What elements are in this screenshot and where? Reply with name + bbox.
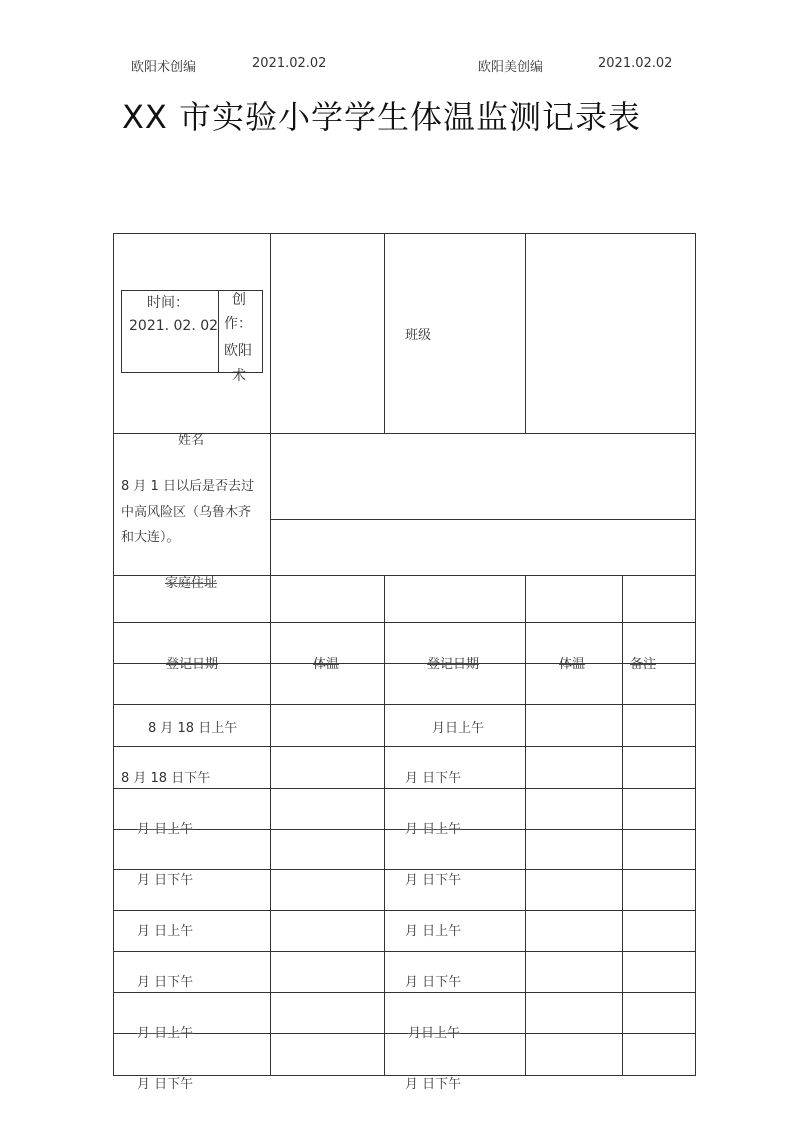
travel-question-line-1: 8 月 1 日以后是否去过: [121, 479, 254, 494]
header-right-author: 欧阳美创编: [478, 60, 544, 75]
header-remark: 备注: [630, 657, 657, 672]
row-7-left-date: 月 日上午: [137, 1026, 194, 1041]
class-label: 班级: [405, 328, 432, 343]
row-4-right-date: 月 日下午: [405, 873, 462, 888]
row-6-left-date: 月 日下午: [137, 975, 194, 990]
header-date-right: 登记日期: [427, 657, 480, 672]
stamp-author-line-1: 创: [232, 292, 246, 308]
stamp-author-line-2: 作：: [224, 316, 252, 332]
row-3-left-date: 月 日上午: [137, 822, 194, 837]
row-3-right-date: 月 日上午: [405, 822, 462, 837]
name-label: 姓名: [178, 433, 205, 448]
page-title: XX 市实验小学学生体温监测记录表: [122, 98, 642, 136]
header-right-date: 2021.02.02: [598, 56, 673, 71]
header-temp-left: 体温: [313, 657, 340, 672]
row-1-right-date: 月日上午: [432, 721, 485, 736]
row-2-left-date: 8 月 18 日下午: [121, 771, 211, 786]
row-2-right-date: 月 日下午: [405, 771, 462, 786]
header-temp-right: 体温: [559, 657, 586, 672]
row-5-right-date: 月 日上午: [405, 924, 462, 939]
row-1-left-date: 8 月 18 日上午: [148, 721, 238, 736]
row-8-right-date: 月 日下午: [405, 1077, 462, 1092]
stamp-time-label: 时间：: [147, 295, 189, 311]
travel-question-line-2: 中高风险区（乌鲁木齐: [121, 505, 252, 520]
address-label: 家庭住址: [165, 576, 218, 591]
stamp-author-line-4: 术: [232, 368, 246, 384]
header-date-left: 登记日期: [166, 657, 219, 672]
creation-stamp-divider: [218, 290, 219, 373]
stamp-time-value: 2021. 02. 02: [129, 318, 219, 334]
row-5-left-date: 月 日上午: [137, 924, 194, 939]
row-6-right-date: 月 日下午: [405, 975, 462, 990]
travel-question-line-3: 和大连）。: [121, 530, 180, 545]
row-7-right-date: 月日上午: [408, 1026, 461, 1041]
row-4-left-date: 月 日下午: [137, 873, 194, 888]
stamp-author-line-3: 欧阳: [224, 343, 252, 359]
row-8-left-date: 月 日下午: [137, 1077, 194, 1092]
header-left-date: 2021.02.02: [252, 56, 327, 71]
header-left-author: 欧阳术创编: [131, 60, 197, 75]
